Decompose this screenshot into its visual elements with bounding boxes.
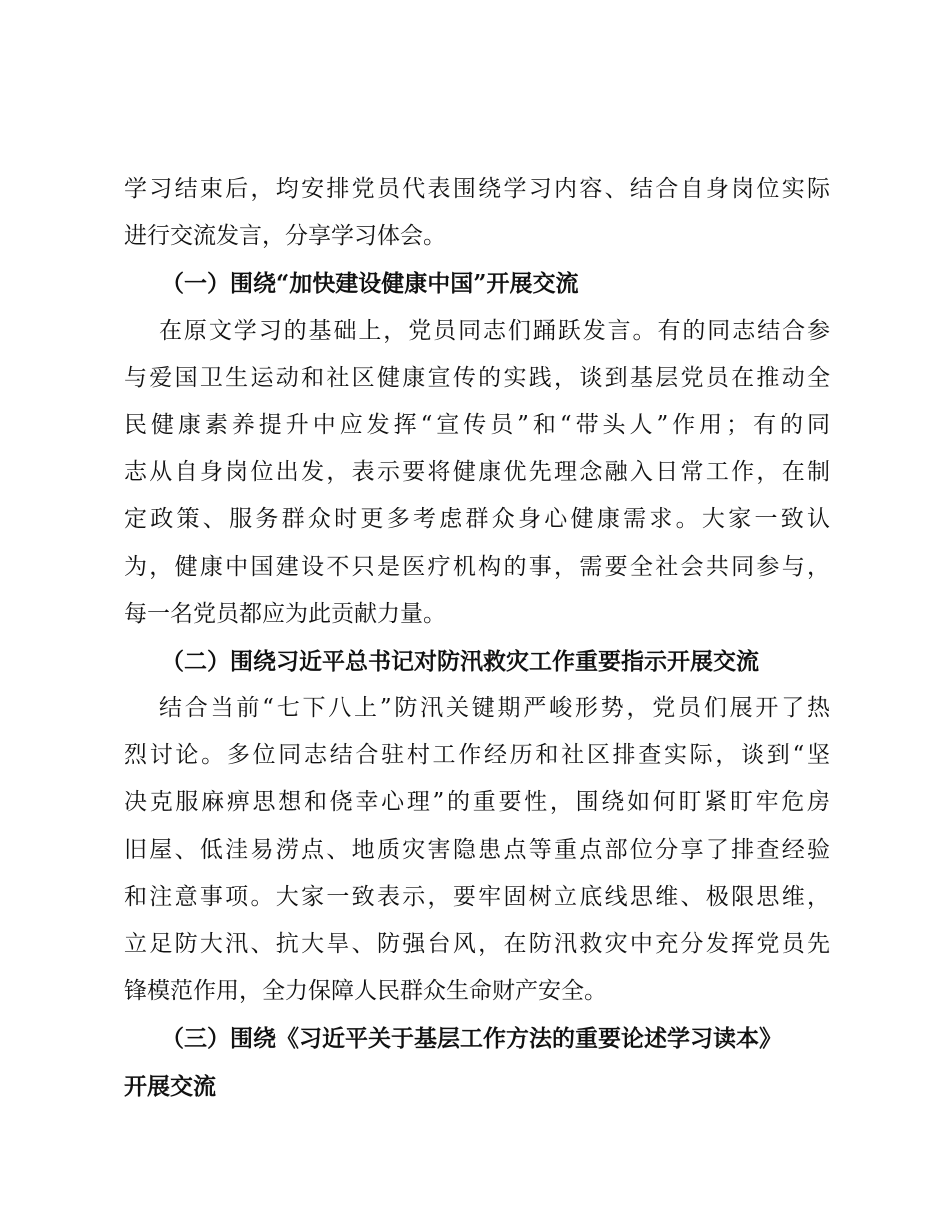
- body-text-line: 决克服麻痹思想和侥幸心理”的重要性，围绕如何盯紧盯牢危房: [124, 789, 830, 816]
- body-text-line: 结合当前“七下八上”防汛关键期严峻形势，党员们展开了热: [159, 695, 830, 722]
- section-heading-3-continued: 开展交流: [124, 1072, 216, 1100]
- section-heading-2: （二）围绕习近平总书记对防汛救灾工作重要指示开展交流: [161, 647, 759, 675]
- section-heading-3: （三）围绕《习近平关于基层工作方法的重要论述学习读本》: [161, 1025, 782, 1053]
- body-text-line: 进行交流发言，分享学习体会。: [124, 223, 446, 250]
- body-text-line: 定政策、服务群众时更多考虑群众身心健康需求。大家一致认: [124, 506, 830, 533]
- document-page: [124, 166, 830, 1110]
- body-text-line: 与爱国卫生运动和社区健康宣传的实践，谈到基层党员在推动全: [124, 364, 830, 391]
- body-text-line: 烈讨论。多位同志结合驻村工作经历和社区排查实际，谈到“坚: [124, 742, 830, 769]
- body-text-line: 为，健康中国建设不只是医疗机构的事，需要全社会共同参与，: [124, 553, 830, 580]
- body-text-line: 旧屋、低洼易涝点、地质灾害隐患点等重点部位分享了排查经验: [124, 836, 830, 863]
- body-text-line: 立足防大汛、抗大旱、防强台风，在防汛救灾中充分发挥党员先: [124, 931, 830, 957]
- body-text-line: 在原文学习的基础上，党员同志们踊跃发言。有的同志结合参: [159, 317, 830, 344]
- body-text-line: 和注意事项。大家一致表示，要牢固树立底线思维、极限思维，: [124, 883, 830, 910]
- section-heading-1: （一）围绕“加快建设健康中国”开展交流: [161, 270, 579, 298]
- body-text-line: 学习结束后，均安排党员代表围绕学习内容、结合自身岗位实际: [124, 176, 830, 202]
- body-text-line: 志从自身岗位出发，表示要将健康优先理念融入日常工作，在制: [124, 459, 830, 486]
- body-text-line: 每一名党员都应为此贡献力量。: [124, 600, 446, 627]
- body-text-line: 锋模范作用，全力保障人民群众生命财产安全。: [124, 978, 607, 1005]
- body-text-line: 民健康素养提升中应发挥“宣传员”和“带头人”作用；有的同: [124, 411, 830, 438]
